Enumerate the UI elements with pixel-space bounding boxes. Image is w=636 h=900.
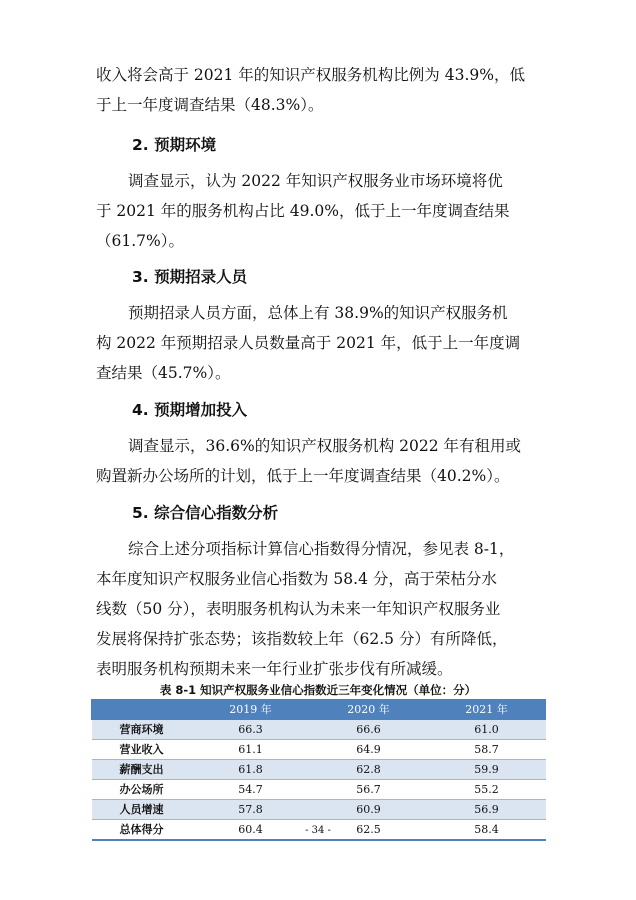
column-header: 2021 年 [428,700,546,720]
row-label: 营业收入 [92,740,192,760]
table-cell: 61.8 [192,760,310,780]
text-line: 于 2021 年的服务机构占比 49.0%，低于上一年度调查结果 [96,202,510,220]
table-cell: 66.3 [192,720,310,740]
heading-expected-environment: 2. 预期环境 [132,136,217,154]
table-cell: 54.7 [192,780,310,800]
text-line: （61.7%）。 [96,232,184,250]
paragraph-confidence-index-analysis [96,534,548,684]
table-caption: 表 8-1 知识产权服务业信心指数近三年变化情况（单位：分） [159,683,477,697]
table-cell: 56.9 [428,800,546,820]
table-cell: 64.9 [310,740,428,760]
paragraph-expected-recruitment [96,298,548,388]
text-line: 查结果（45.7%）。 [96,364,231,382]
table-row [92,720,546,740]
table-cell: 58.7 [428,740,546,760]
table-cell: 66.6 [310,720,428,740]
paragraph-income-continuation [96,60,548,120]
row-label: 薪酬支出 [92,760,192,780]
table-cell: 55.2 [428,780,546,800]
table-header-row [92,700,546,720]
heading-expected-recruitment: 3. 预期招录人员 [132,268,248,286]
table-cell: 60.9 [310,800,428,820]
table-row [92,760,546,780]
table-cell: 62.5 [310,820,428,841]
text-line: 调查显示，36.6%的知识产权服务机构 2022 年有租用或 [128,437,522,455]
text-line: 本年度知识产权服务业信心指数为 58.4 分，高于荣枯分水 [96,570,497,588]
table-cell: 58.4 [428,820,546,841]
text-line: 预期招录人员方面，总体上有 38.9%的知识产权服务机 [128,304,508,322]
page-number: - 34 - [305,825,331,836]
text-line: 表明服务机构预期未来一年行业扩张步伐有所减缓。 [96,660,453,678]
table-cell: 57.8 [192,800,310,820]
heading-expected-investment: 4. 预期增加投入 [132,401,248,419]
column-header: 2020 年 [310,700,428,720]
table-cell: 60.4 [192,820,310,841]
table-row [92,780,546,800]
table-cell: 59.9 [428,760,546,780]
row-label: 营商环境 [92,720,192,740]
column-header: 2019 年 [192,700,310,720]
paragraph-expected-environment [96,166,548,256]
paragraph-expected-investment [96,431,548,491]
text-line: 发展将保持扩张态势；该指数较上年（62.5 分）有所降低， [96,630,508,648]
text-line: 线数（50 分），表明服务机构认为未来一年知识产权服务业 [96,600,501,618]
row-label: 人员增速 [92,800,192,820]
text-line: 构 2022 年预期招录人员数量高于 2021 年，低于上一年度调 [96,334,521,352]
text-line: 收入将会高于 2021 年的知识产权服务机构比例为 43.9%，低 [96,66,525,84]
text-line: 综合上述分项指标计算信心指数得分情况，参见表 8-1， [128,540,515,558]
row-label: 总体得分 [92,820,192,841]
table-cell: 62.8 [310,760,428,780]
text-line: 购置新办公场所的计划，低于上一年度调查结果（40.2%）。 [96,467,510,485]
confidence-index-table [91,699,546,841]
text-line: 于上一年度调查结果（48.3%）。 [96,96,324,114]
table-row [92,740,546,760]
text-line: 调查显示，认为 2022 年知识产权服务业市场环境将优 [128,172,503,190]
heading-confidence-index-analysis: 5. 综合信心指数分析 [132,504,279,522]
row-label: 办公场所 [92,780,192,800]
table-row [92,800,546,820]
table-cell: 61.0 [428,720,546,740]
column-header [92,700,192,720]
table-cell: 61.1 [192,740,310,760]
table-cell: 56.7 [310,780,428,800]
